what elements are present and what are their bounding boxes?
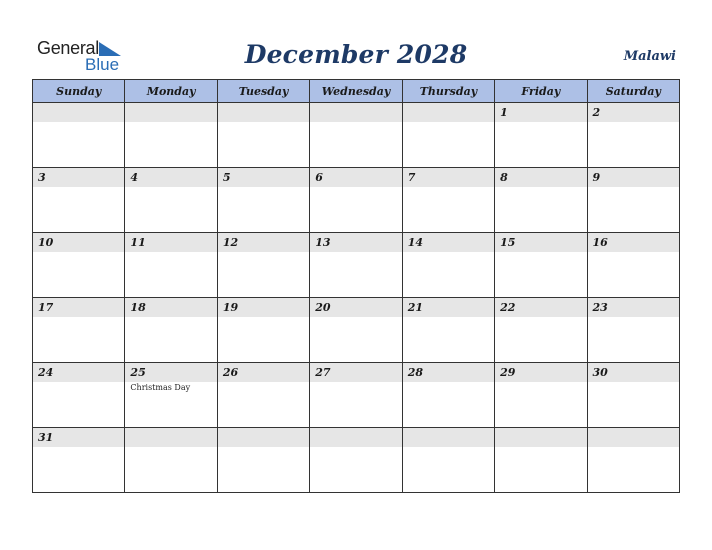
day-number: 5 bbox=[222, 171, 231, 184]
day-cell bbox=[310, 233, 402, 298]
day-cell bbox=[125, 298, 217, 363]
day-number: 21 bbox=[407, 301, 423, 314]
logo-word-general: General bbox=[37, 38, 99, 58]
day-number: 8 bbox=[500, 171, 508, 184]
day-number: 30 bbox=[592, 366, 608, 379]
day-number: 9 bbox=[592, 171, 601, 184]
day-cell bbox=[587, 103, 679, 168]
day-cell bbox=[310, 298, 402, 363]
day-cell bbox=[33, 363, 125, 428]
day-cell bbox=[495, 168, 587, 233]
day-cell bbox=[402, 363, 494, 428]
day-number: 1 bbox=[500, 106, 508, 119]
day-number: 6 bbox=[315, 171, 323, 184]
day-cell bbox=[217, 298, 309, 363]
weekday-header: Wednesday bbox=[310, 80, 402, 103]
day-number: 17 bbox=[38, 301, 54, 314]
day-cell bbox=[217, 168, 309, 233]
day-number-band bbox=[588, 428, 679, 447]
day-cell bbox=[495, 103, 587, 168]
day-number-band bbox=[218, 103, 309, 122]
day-number-band bbox=[310, 428, 401, 447]
day-cell bbox=[402, 168, 494, 233]
day-cell bbox=[125, 168, 217, 233]
day-number: 31 bbox=[38, 431, 54, 444]
day-cell bbox=[402, 233, 494, 298]
day-number-band bbox=[403, 428, 494, 447]
logo-word-blue: Blue bbox=[85, 55, 120, 74]
day-number: 12 bbox=[222, 236, 239, 249]
day-cell bbox=[587, 233, 679, 298]
day-number-band bbox=[588, 168, 679, 187]
empty-day-cell bbox=[217, 103, 309, 168]
day-number-band bbox=[33, 103, 124, 122]
day-number-band bbox=[310, 103, 401, 122]
holiday-label: Christmas Day bbox=[130, 383, 191, 392]
day-number: 22 bbox=[500, 301, 516, 314]
day-number-band bbox=[33, 168, 124, 187]
day-cell bbox=[125, 363, 217, 428]
week-row bbox=[33, 233, 680, 298]
region-label: Malawi bbox=[623, 49, 676, 64]
day-cell bbox=[310, 168, 402, 233]
day-number: 27 bbox=[315, 366, 331, 379]
weekday-header: Monday bbox=[125, 80, 217, 103]
day-number: 3 bbox=[38, 171, 46, 184]
calendar-title: December 2028 bbox=[244, 40, 468, 69]
day-number-band bbox=[495, 103, 586, 122]
day-cell bbox=[495, 363, 587, 428]
day-cell bbox=[217, 363, 309, 428]
day-number-band bbox=[403, 168, 494, 187]
day-number: 19 bbox=[222, 301, 239, 314]
day-number-band bbox=[125, 168, 216, 187]
empty-day-cell bbox=[402, 428, 494, 493]
weekday-header: Tuesday bbox=[217, 80, 309, 103]
empty-day-cell bbox=[125, 103, 217, 168]
day-number: 26 bbox=[222, 366, 239, 379]
empty-day-cell bbox=[310, 428, 402, 493]
day-number: 20 bbox=[315, 301, 331, 314]
empty-day-cell bbox=[495, 428, 587, 493]
day-number-band bbox=[125, 103, 216, 122]
day-cell bbox=[587, 363, 679, 428]
week-row bbox=[33, 428, 680, 493]
empty-day-cell bbox=[310, 103, 402, 168]
weekday-header: Thursday bbox=[402, 80, 494, 103]
day-number: 7 bbox=[407, 171, 416, 184]
day-number-band bbox=[403, 103, 494, 122]
day-number-band bbox=[495, 168, 586, 187]
day-number: 28 bbox=[407, 366, 423, 379]
day-number: 10 bbox=[38, 236, 54, 249]
empty-day-cell bbox=[587, 428, 679, 493]
day-cell bbox=[33, 233, 125, 298]
day-number: 14 bbox=[407, 236, 423, 249]
day-number-band bbox=[218, 168, 309, 187]
day-number-band bbox=[310, 168, 401, 187]
day-number-band bbox=[495, 428, 586, 447]
day-number: 16 bbox=[592, 236, 608, 249]
day-number-band bbox=[588, 103, 679, 122]
day-number: 25 bbox=[130, 366, 146, 379]
weekday-header: Saturday bbox=[587, 80, 679, 103]
calendar-grid bbox=[32, 79, 680, 493]
empty-day-cell bbox=[217, 428, 309, 493]
day-cell bbox=[217, 233, 309, 298]
day-cell bbox=[402, 298, 494, 363]
day-number: 11 bbox=[130, 236, 146, 249]
day-number: 23 bbox=[592, 301, 608, 314]
week-row bbox=[33, 363, 680, 428]
week-row bbox=[33, 168, 680, 233]
day-number: 13 bbox=[315, 236, 331, 249]
day-number-band bbox=[125, 428, 216, 447]
day-number: 24 bbox=[38, 366, 54, 379]
empty-day-cell bbox=[125, 428, 217, 493]
day-cell bbox=[495, 298, 587, 363]
week-row bbox=[33, 298, 680, 363]
week-row bbox=[33, 103, 680, 168]
day-number: 18 bbox=[130, 301, 146, 314]
day-number: 2 bbox=[592, 106, 601, 119]
day-cell bbox=[587, 168, 679, 233]
day-number: 4 bbox=[130, 171, 139, 184]
day-cell bbox=[125, 233, 217, 298]
day-cell bbox=[33, 168, 125, 233]
day-cell bbox=[33, 428, 125, 493]
day-number: 15 bbox=[500, 236, 516, 249]
day-cell bbox=[33, 298, 125, 363]
weekday-header: Friday bbox=[495, 80, 587, 103]
day-cell bbox=[587, 298, 679, 363]
weekday-header: Sunday bbox=[33, 80, 125, 103]
weekday-header-row bbox=[33, 80, 680, 103]
day-cell bbox=[310, 363, 402, 428]
day-number: 29 bbox=[500, 366, 516, 379]
day-cell bbox=[495, 233, 587, 298]
empty-day-cell bbox=[33, 103, 125, 168]
empty-day-cell bbox=[402, 103, 494, 168]
day-number-band bbox=[218, 428, 309, 447]
